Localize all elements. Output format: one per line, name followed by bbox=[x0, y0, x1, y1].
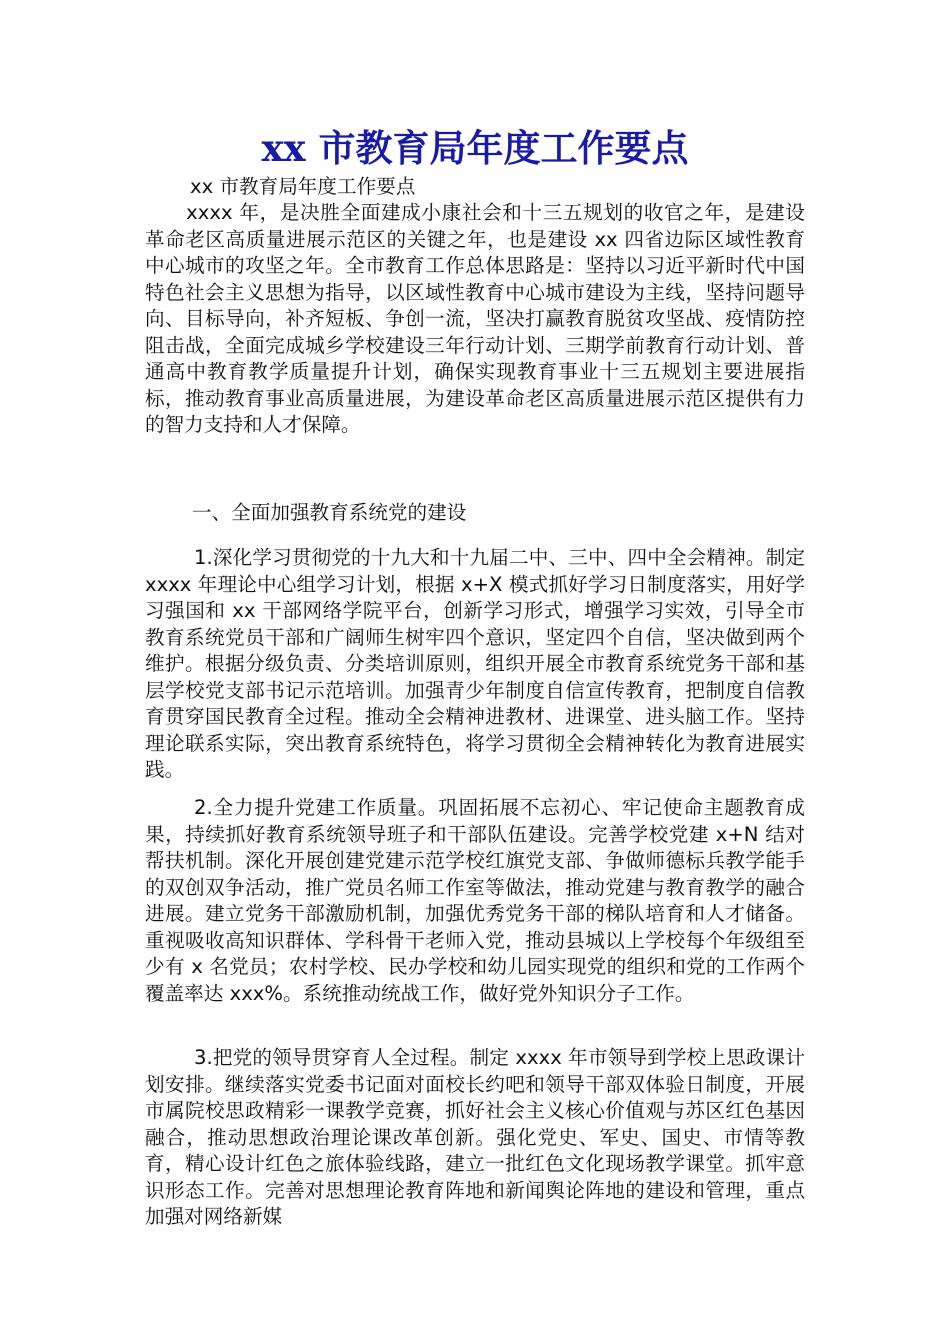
paragraph-3: 3.把党的领导贯穿育人全过程。制定 xxxx 年市领导到学校上思政课计划安排。继续落实党委书记面对面校长约吧和领导干部双体验日制度，开展市属院校思政精彩一课教学竞赛，抓好社会主义核心价值观与苏区红色基因融合，推动思想政治理论课改革创新。强化党史、军史、国史、市情等教育，精心设计红色之旅体验线路，建立一批红色文化现场教学课堂。抓牢意识形态工作。完善对思想理论教育阵地和新闻舆论阵地的建设和管理，重点加强对网络新媒 bbox=[145, 1046, 805, 1228]
section-heading: 一、全面加强教育系统党的建设 bbox=[192, 501, 467, 524]
document-subtitle: xx 市教育局年度工作要点 bbox=[190, 175, 416, 198]
paragraph-2: 2.全力提升党建工作质量。巩固拓展不忘初心、牢记使命主题教育成果，持续抓好教育系统领导班子和干部队伍建设。完善学校党建 x+N 结对帮扶机制。深化开展创建党建示范学校红旗党支部、争做师德标兵教学能手的双创双争活动，推广党员名师工作室等做法，推动党建与教育教学的融合进展。建立党务干部激励机制，加强优秀党务干部的梯队培育和人才储备。重视吸收高知识群体、学科骨干老师入党，推动县城以上学校每个年级组至少有 x 名党员；农村学校、民办学校和幼儿园实现党的组织和党的工作两个覆盖率达 xxx%。系统推动统战工作，做好党外知识分子工作。 bbox=[145, 796, 805, 1005]
paragraph-1: 1.深化学习贯彻党的十九大和十九届二中、三中、四中全会精神。制定 xxxx 年理论中心组学习计划，根据 x+X 模式抓好学习日制度落实，用好学习强国和 xx 干部网络学院平台，创新学习形式，增强学习实效，引导全市教育系统党员干部和广阔师生树牢四个意识，坚定四个自信，坚决做到两个维护。根据分级负责、分类培训原则，组织开展全市教育系统党务干部和基层学校党支部书记示范培训。加强青少年制度自信宣传教育，把制度自信教育贯穿国民教育全过程。推动全会精神进教材、进课堂、进头脑工作。坚持理论联系实际，突出教育系统特色，将学习贯彻全会精神转化为教育进展实践。 bbox=[145, 546, 805, 781]
intro-paragraph: xxxx 年，是决胜全面建成小康社会和十三五规划的收官之年，是建设革命老区高质量进展示范区的关键之年，也是建设 xx 四省边际区域性教育中心城市的攻坚之年。全市教育工作总体思路是：坚持以习近平新时代中国特色社会主义思想为指导，以区域性教育中心城市建设为主线，坚持问题导向、目标导向，补齐短板、争创一流，坚决打赢教育脱贫攻坚战、疫情防控阻击战，全面完成城乡学校建设三年行动计划、三期学前教育行动计划、普通高中教育教学质量提升计划，确保实现教育事业十三五规划主要进展指标，推动教育事业高质量进展，为建设革命老区高质量进展示范区提供有力的智力支持和人才保障。 bbox=[145, 201, 805, 436]
document-title: xx 市教育局年度工作要点 bbox=[261, 126, 689, 170]
